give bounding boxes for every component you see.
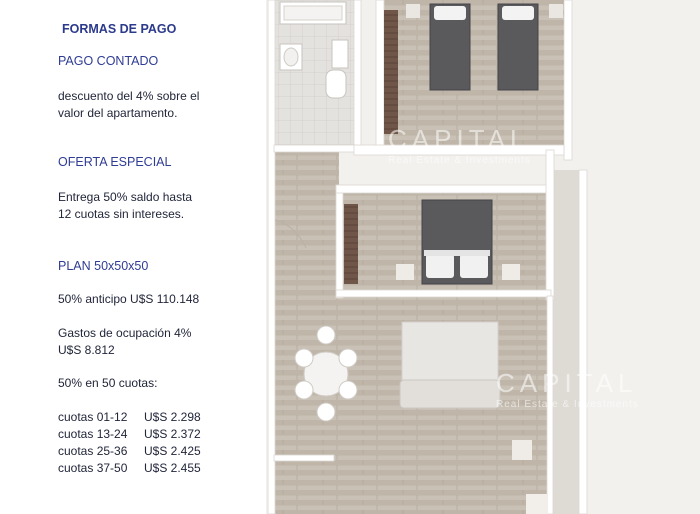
payment-panel	[0, 0, 268, 514]
installment-amount: U$S 2.298	[144, 410, 201, 424]
special-offer-line-2: 12 cuotas sin intereses.	[58, 207, 185, 221]
plan-title: PLAN 50x50x50	[58, 259, 149, 273]
special-offer-line-1: Entrega 50% saldo hasta	[58, 190, 193, 204]
floor-plan-drawing	[266, 0, 700, 514]
watermark-brand: CAPITAL	[388, 124, 530, 154]
installment-amount: U$S 2.372	[144, 427, 201, 441]
installment-row	[58, 443, 201, 459]
installments-intro: 50% en 50 cuotas:	[58, 376, 158, 390]
payment-heading: FORMAS DE PAGO	[62, 22, 177, 36]
installment-range: cuotas 13-24	[58, 427, 128, 441]
watermark-top	[388, 124, 531, 166]
occupancy-fees-line-2: U$S 8.812	[58, 343, 115, 357]
installment-range: cuotas 25-36	[58, 444, 128, 458]
cash-payment-title: PAGO CONTADO	[58, 54, 159, 68]
occupancy-fees-line-1: Gastos de ocupación 4%	[58, 326, 192, 340]
cash-payment-line-1: descuento del 4% sobre el	[58, 89, 200, 103]
cash-payment-line-2: valor del apartamento.	[58, 106, 178, 120]
installment-range: cuotas 37-50	[58, 461, 128, 475]
watermark-brand: CAPITAL	[496, 368, 638, 398]
installment-row	[58, 409, 201, 425]
installment-range: cuotas 01-12	[58, 410, 128, 424]
installment-amount: U$S 2.455	[144, 461, 201, 475]
advance-payment: 50% anticipo U$S 110.148	[58, 292, 200, 306]
installment-amount: U$S 2.425	[144, 444, 201, 458]
installment-row	[58, 426, 201, 442]
installment-row	[58, 460, 201, 476]
floor-plan	[266, 0, 700, 514]
watermark-bottom	[496, 368, 639, 410]
special-offer-title: OFERTA ESPECIAL	[58, 155, 172, 169]
watermark-tagline: Real Estate & Investments	[496, 399, 639, 410]
watermark-tagline: Real Estate & Investments	[388, 155, 531, 166]
